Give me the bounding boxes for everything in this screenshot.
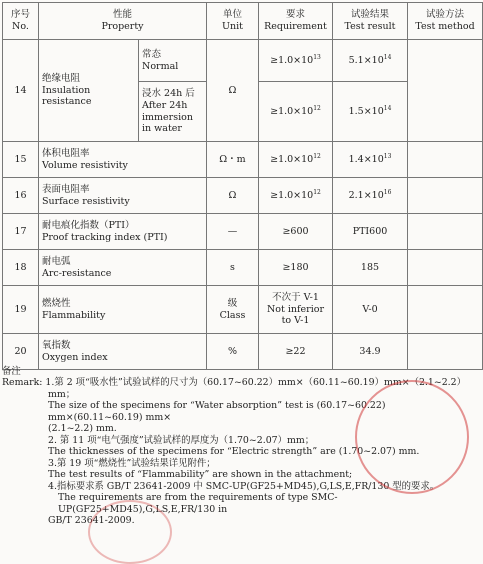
remark-item-2-en: The thicknesses of the specimens for “Electric strength” are (1.70~2.07) mm.: [48, 446, 420, 458]
row-method: [408, 178, 483, 214]
row-property: 氧指数 Oxygen index: [39, 334, 207, 370]
remarks-section: [2, 366, 480, 527]
remark-item-1-cont: mm；: [48, 388, 76, 400]
row-unit: —: [207, 214, 259, 250]
row-requirement: $\ge 1.0\times 10^{13}$: [259, 40, 333, 82]
remarks-title: 备注: [2, 366, 21, 377]
remark-item-4-en-cont: GB/T 23641-2009.: [48, 515, 135, 527]
row-no: 17: [3, 214, 39, 250]
row-unit: Ω: [207, 178, 259, 214]
row-requirement: $\ge 1.0\times 10^{12}$: [259, 142, 333, 178]
remark-item-1: Remark: 1.第 2 项“吸水性”试验试样的尺寸为（60.17~60.22）mm×（60.11~60.19）mm×（2.1~2.2）: [2, 377, 466, 389]
row-property: 耐电痕化指数（PTI） Proof tracking index (PTI): [39, 214, 207, 250]
row-no: 19: [3, 286, 39, 334]
header-row: [3, 3, 483, 40]
row-result: 34.9: [333, 334, 408, 370]
row-method: [408, 334, 483, 370]
row-no: 18: [3, 250, 39, 286]
remark-item-4: 4.指标要求系 GB/T 23641-2009 中 SMC-UP(GF25+MD45),G,LS,E,FR/130 型的要求。: [48, 480, 440, 492]
row-result: PTI600: [333, 214, 408, 250]
row-property: 表面电阻率 Surface resistivity: [39, 178, 207, 214]
table-row: [3, 178, 483, 214]
row-requirement: ≥22: [259, 334, 333, 370]
row-no: 15: [3, 142, 39, 178]
table-row: [3, 286, 483, 334]
row-unit: Ω: [207, 40, 259, 142]
header-property: 性能 Property: [39, 3, 207, 40]
header-unit: 单位 Unit: [207, 3, 259, 40]
row-property: 耐电弧 Arc-resistance: [39, 250, 207, 286]
row-method: [408, 142, 483, 178]
row-no: 14: [3, 40, 39, 142]
remark-item-1-en-cont: (2.1~2.2) mm.: [48, 423, 117, 435]
row-property: 燃烧性 Flammability: [39, 286, 207, 334]
remark-item-2: 2. 第 11 项“电气强度”试验试样的厚度为（1.70~2.07）mm；: [48, 434, 315, 446]
row-result: $1.4\times 10^{13}$: [333, 142, 408, 178]
row-requirement: $\ge 1.0\times 10^{12}$: [259, 178, 333, 214]
table-row: [3, 250, 483, 286]
row-requirement: ≥600: [259, 214, 333, 250]
row-no: 20: [3, 334, 39, 370]
remark-item-4-en: The requirements are from the requirements of type SMC-UP(GF25+MD45),G,LS,E,FR/130 in: [58, 492, 338, 515]
row-method: [408, 40, 483, 142]
row-result: V-0: [333, 286, 408, 334]
header-result: 试验结果 Test result: [333, 3, 408, 40]
table-row: [3, 142, 483, 178]
remark-item-3: 3.第 19 项“燃烧性”试验结果详见附件；: [48, 457, 216, 469]
remarks-label: Remark:: [2, 377, 43, 389]
remark-item-1-en: The size of the specimens for “Water absorption” test is (60.17~60.22) mm×(60.11~60.19) mm×: [48, 400, 386, 423]
row-method: [408, 214, 483, 250]
row-subcondition: 浸水 24h 后 After 24h immersion in water: [139, 82, 207, 142]
row-property: 体积电阻率 Volume resistivity: [39, 142, 207, 178]
table-row: [3, 214, 483, 250]
row-requirement: ≥180: [259, 250, 333, 286]
row-unit: Ω・m: [207, 142, 259, 178]
row-property: 绝缘电阻 Insulation resistance: [39, 40, 139, 142]
row-result: $5.1\times 10^{14}$: [333, 40, 408, 82]
row-unit: s: [207, 250, 259, 286]
row-unit: %: [207, 334, 259, 370]
table-row: [3, 334, 483, 370]
row-result: $2.1\times 10^{16}$: [333, 178, 408, 214]
table-row: [3, 40, 483, 82]
header-method: 试验方法 Test method: [408, 3, 483, 40]
row-result: 185: [333, 250, 408, 286]
row-method: [408, 250, 483, 286]
row-unit: 级 Class: [207, 286, 259, 334]
test-results-table: [2, 2, 483, 370]
row-no: 16: [3, 178, 39, 214]
row-result: $1.5\times 10^{14}$: [333, 82, 408, 142]
remark-item-3-en: The test results of “Flammability” are shown in the attachment;: [48, 469, 353, 481]
row-method: [408, 286, 483, 334]
header-requirement: 要求 Requirement: [259, 3, 333, 40]
row-subcondition: 常态 Normal: [139, 40, 207, 82]
row-requirement: $\ge 1.0\times 10^{12}$: [259, 82, 333, 142]
row-requirement: 不次于 V-1 Not inferior to V-1: [259, 286, 333, 334]
header-no: 序号 No.: [3, 3, 39, 40]
